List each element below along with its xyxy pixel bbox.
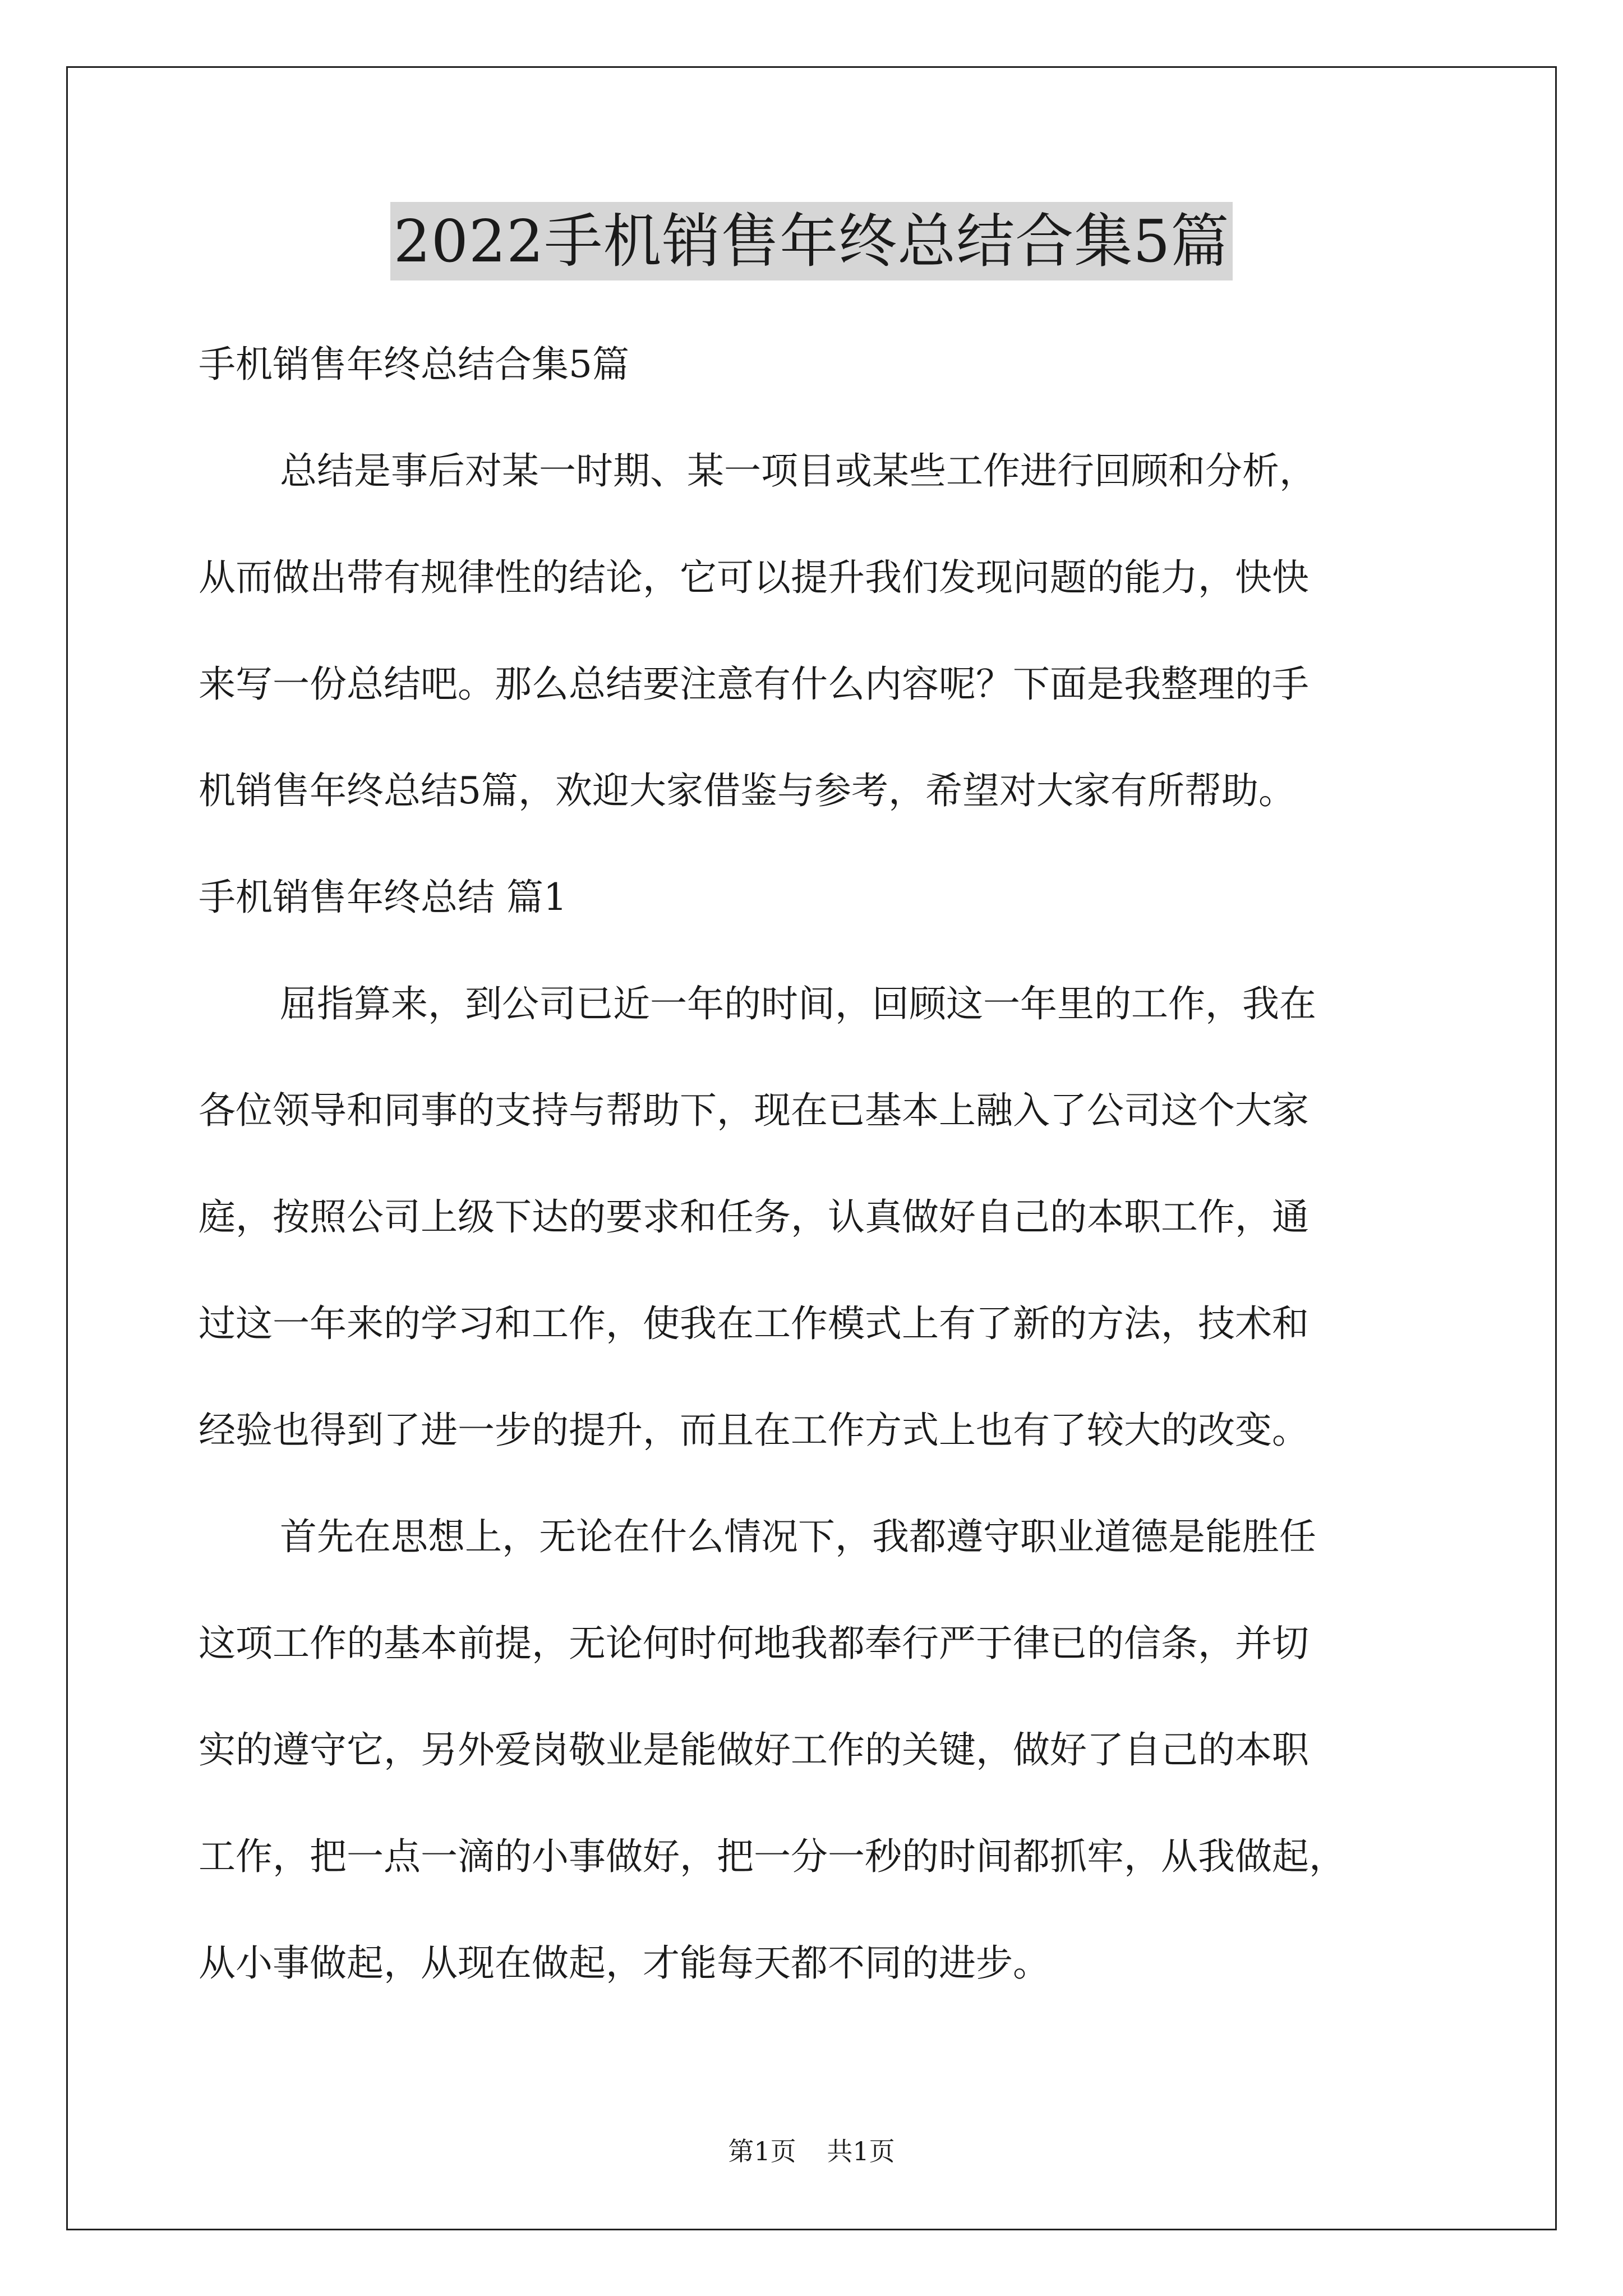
- paragraph-line: 屈指算来，到公司已近一年的时间，回顾这一年里的工作，我在: [280, 982, 1316, 1025]
- subtitle-line: 手机销售年终总结合集5篇: [199, 343, 629, 386]
- paragraph-line: 这项工作的基本前提，无论何时何地我都奉行严于律已的信条，并切: [199, 1622, 1309, 1665]
- paragraph-line: 经验也得到了进一步的提升，而且在工作方式上也有了较大的改变。: [199, 1409, 1309, 1452]
- paragraph-line: 从而做出带有规律性的结论，它可以提升我们发现问题的能力，快快: [199, 556, 1309, 599]
- page-total: 共1页: [827, 2136, 895, 2166]
- paragraph-line: 总结是事后对某一时期、某一项目或某些工作进行回顾和分析，: [280, 449, 1316, 493]
- page-number: 第1页: [728, 2136, 796, 2166]
- paragraph-line: 各位领导和同事的支持与帮助下，现在已基本上融入了公司这个大家: [199, 1089, 1309, 1132]
- paragraph-line: 庭，按照公司上级下达的要求和任务，认真做好自己的本职工作，通: [199, 1195, 1309, 1239]
- paragraph-line: 实的遵守它，另外爱岗敬业是能做好工作的关键，做好了自己的本职: [199, 1728, 1309, 1772]
- paragraph-line: 来写一份总结吧。那么总结要注意有什么内容呢？下面是我整理的手: [199, 662, 1309, 706]
- title-container: [0, 202, 1623, 280]
- page-footer: [0, 2132, 1623, 2171]
- paragraph-line: 从小事做起，从现在做起，才能每天都不同的进步。: [199, 1941, 1050, 1985]
- paragraph-line: 过这一年来的学习和工作，使我在工作模式上有了新的方法，技术和: [199, 1302, 1309, 1345]
- document-title: 2022手机销售年终总结合集5篇: [390, 202, 1233, 280]
- section-heading: 手机销售年终总结 篇1: [199, 876, 567, 919]
- paragraph-line: 工作，把一点一滴的小事做好，把一分一秒的时间都抓牢，从我做起，: [199, 1835, 1346, 1878]
- paragraph-line: 首先在思想上，无论在什么情况下，我都遵守职业道德是能胜任: [280, 1515, 1316, 1558]
- paragraph-line: 机销售年终总结5篇，欢迎大家借鉴与参考，希望对大家有所帮助。: [199, 769, 1295, 812]
- document-body: [199, 311, 1488, 2017]
